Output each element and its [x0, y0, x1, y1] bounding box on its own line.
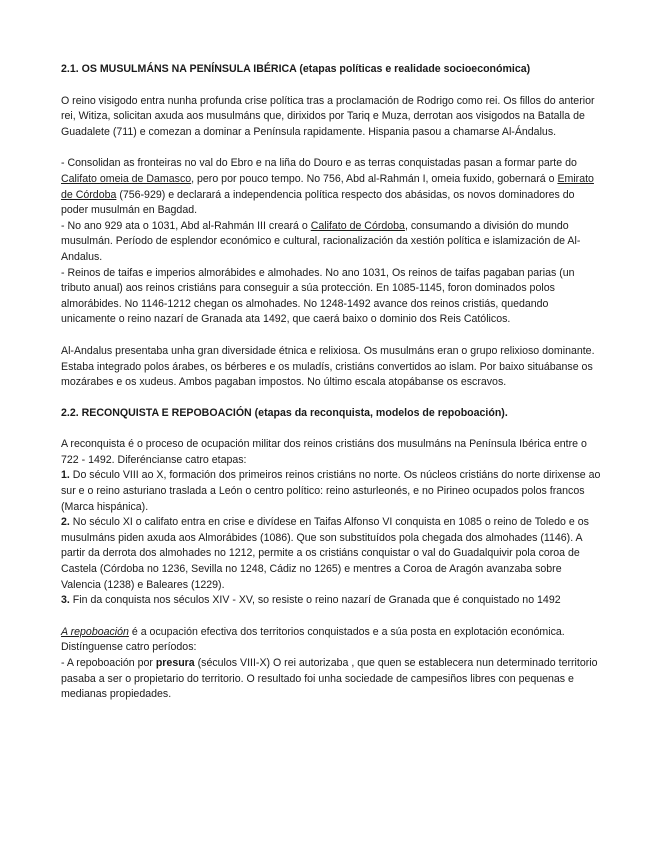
presura-text-pre: - A repoboación por — [61, 657, 156, 669]
bullet-1-text-post: (756-929) e declarará a independencia política respecto dos abásidas, os novos dominadores do poder musulmán en Bagdad. — [61, 188, 575, 217]
section-1-bullet-2 — [61, 219, 601, 266]
bullet-2-text-post: , consumando a división do mundo musulmán. Período de esplendor económico e cultural, racionalización da xestión política e islamización de Al-Andalus. — [61, 219, 581, 263]
section-2-intro: A reconquista é o proceso de ocupación militar dos reinos cristiáns dos musulmáns na Península Ibérica entre o 722 - 1492. Diferéncianse catro etapas: — [61, 438, 587, 466]
califato-damasco-link[interactable]: Califato omeia de Damasco — [61, 172, 192, 185]
section-1-bullet-3: - Reinos de taifas e imperios almorábides e almohades. No ano 1031, Os reinos de taifas pagaban parias (un tributo anual) aos reinos cristiáns para conseguir a súa protección. En 1085-1145, foron dominados polos almorábides. No 1146-1212 chegan os almohades. No 1248-1492 avance dos reinos cristiás, quedando unicamente o reino nazarí de Granada ata 1492, que caerá baixo o dominio dos Reis Católicos. — [61, 266, 575, 326]
period-1 — [61, 468, 601, 515]
period-3-text: Fin da conquista nos séculos XIV - XV, so resiste o reino nazarí de Granada que é conquistado no 1492 — [69, 594, 561, 607]
section-1-heading: 2.1. OS MUSULMÁNS NA PENÍNSULA IBÉRICA (etapas políticas e realidade socioeconómica) — [61, 63, 531, 75]
section-1-bullet-1 — [61, 156, 601, 218]
section-2-heading: 2.2. RECONQUISTA E REPOBOACIÓN (etapas da reconquista, modelos de repoboación). — [61, 406, 508, 419]
section-1-intro: O reino visigodo entra nunha profunda crise política tras a proclamación de Rodrigo como rei. Os fillos do anterior rei, Witiza, solicitan axuda aos musulmáns que, dirixidos por Tariq e Muza, derrotan aos visigodos na Batalla de Guadalete (711) e comezan a dominar a Península rapidamente. Hispania pasou a chamarse Al-Ándalus. — [61, 94, 595, 138]
document-body — [61, 62, 601, 703]
period-3 — [61, 593, 601, 609]
period-1-text: Do século VIII ao X, formación dos primeiros reinos cristiáns no norte. Os núcleos cristiáns do norte dirixense ao sur e o reino asturiano trasladа a León o centro político: reino asturleonés, e no Pirineo ocupados polos francos (Marca hispánica). — [61, 469, 601, 513]
emirato-cordoba-link[interactable]: Emirato de Córdoba — [61, 172, 594, 201]
period-2-text: No século XI o califato entra en crise e divídese en Taifas Alfonso VI conquista en 1085 o reino de Toledo e os musulmáns piden axuda aos Almorábides (1086). Que son substituídos pola chegada dos almohades (1146). A partir da derrota dos almohades no 1212, permite a os cristiáns conquistar o val do Guadalquivir pola coroa de Castela (Córdoba no 1236, Sevilla no 1248, Cádiz no 1265) e mentres a Coroa de Aragón avanzaba sobre Valencia (1238) e Baleares (1229). — [61, 516, 589, 591]
section-1-society: Al-Andalus presentaba unha gran diversidade étnica e relixiosa. Os musulmáns eran o grupo relixioso dominante. Estaba integrado polos árabes, os bérberes e os muladís, cristiáns convertidos ao islam. Por baixo situábanse os mozárabes e os xudeus. Ambos pagaban impostos. No último escala atopábanse os escravos. — [61, 344, 595, 389]
repoboacion-paragraph — [61, 625, 601, 656]
presura-text-post: (séculos VIII-X) O rei autorizaba , que quen se establecera nun determinado territorio pasaba a ser o propietario do territorio. O resultado foi unha sociedade de campesiños libres con pequenas e medianas propiedades. — [61, 657, 598, 701]
repoboacion-term: A repoboación — [61, 625, 129, 638]
period-1-number: 1. — [61, 469, 70, 482]
bullet-1-text-mid: , pero por pouco tempo. No 756, Abd al-Rahmán I, omeia fuxido, gobernará o — [191, 172, 558, 185]
bullet-2-text-pre: - No ano 929 ata o 1031, Abd al-Rahmán III creará o — [61, 219, 311, 232]
period-3-number: 3. — [61, 594, 70, 607]
period-2-number: 2. — [61, 516, 70, 529]
bullet-1-text-pre: - Consolidan as fronteiras no val do Ebro e na liña do Douro e as terras conquistadas pasan a formar parte do — [61, 157, 577, 170]
presura-term: presura — [155, 657, 195, 669]
period-2 — [61, 515, 601, 593]
repoboacion-text: é a ocupación efectiva dos territorios conquistados e a súa posta en explotación económica. Distínguense catro períodos: — [61, 625, 565, 654]
presura-paragraph — [61, 656, 601, 703]
califato-cordoba-link[interactable]: Califato de Córdoba — [310, 219, 405, 232]
